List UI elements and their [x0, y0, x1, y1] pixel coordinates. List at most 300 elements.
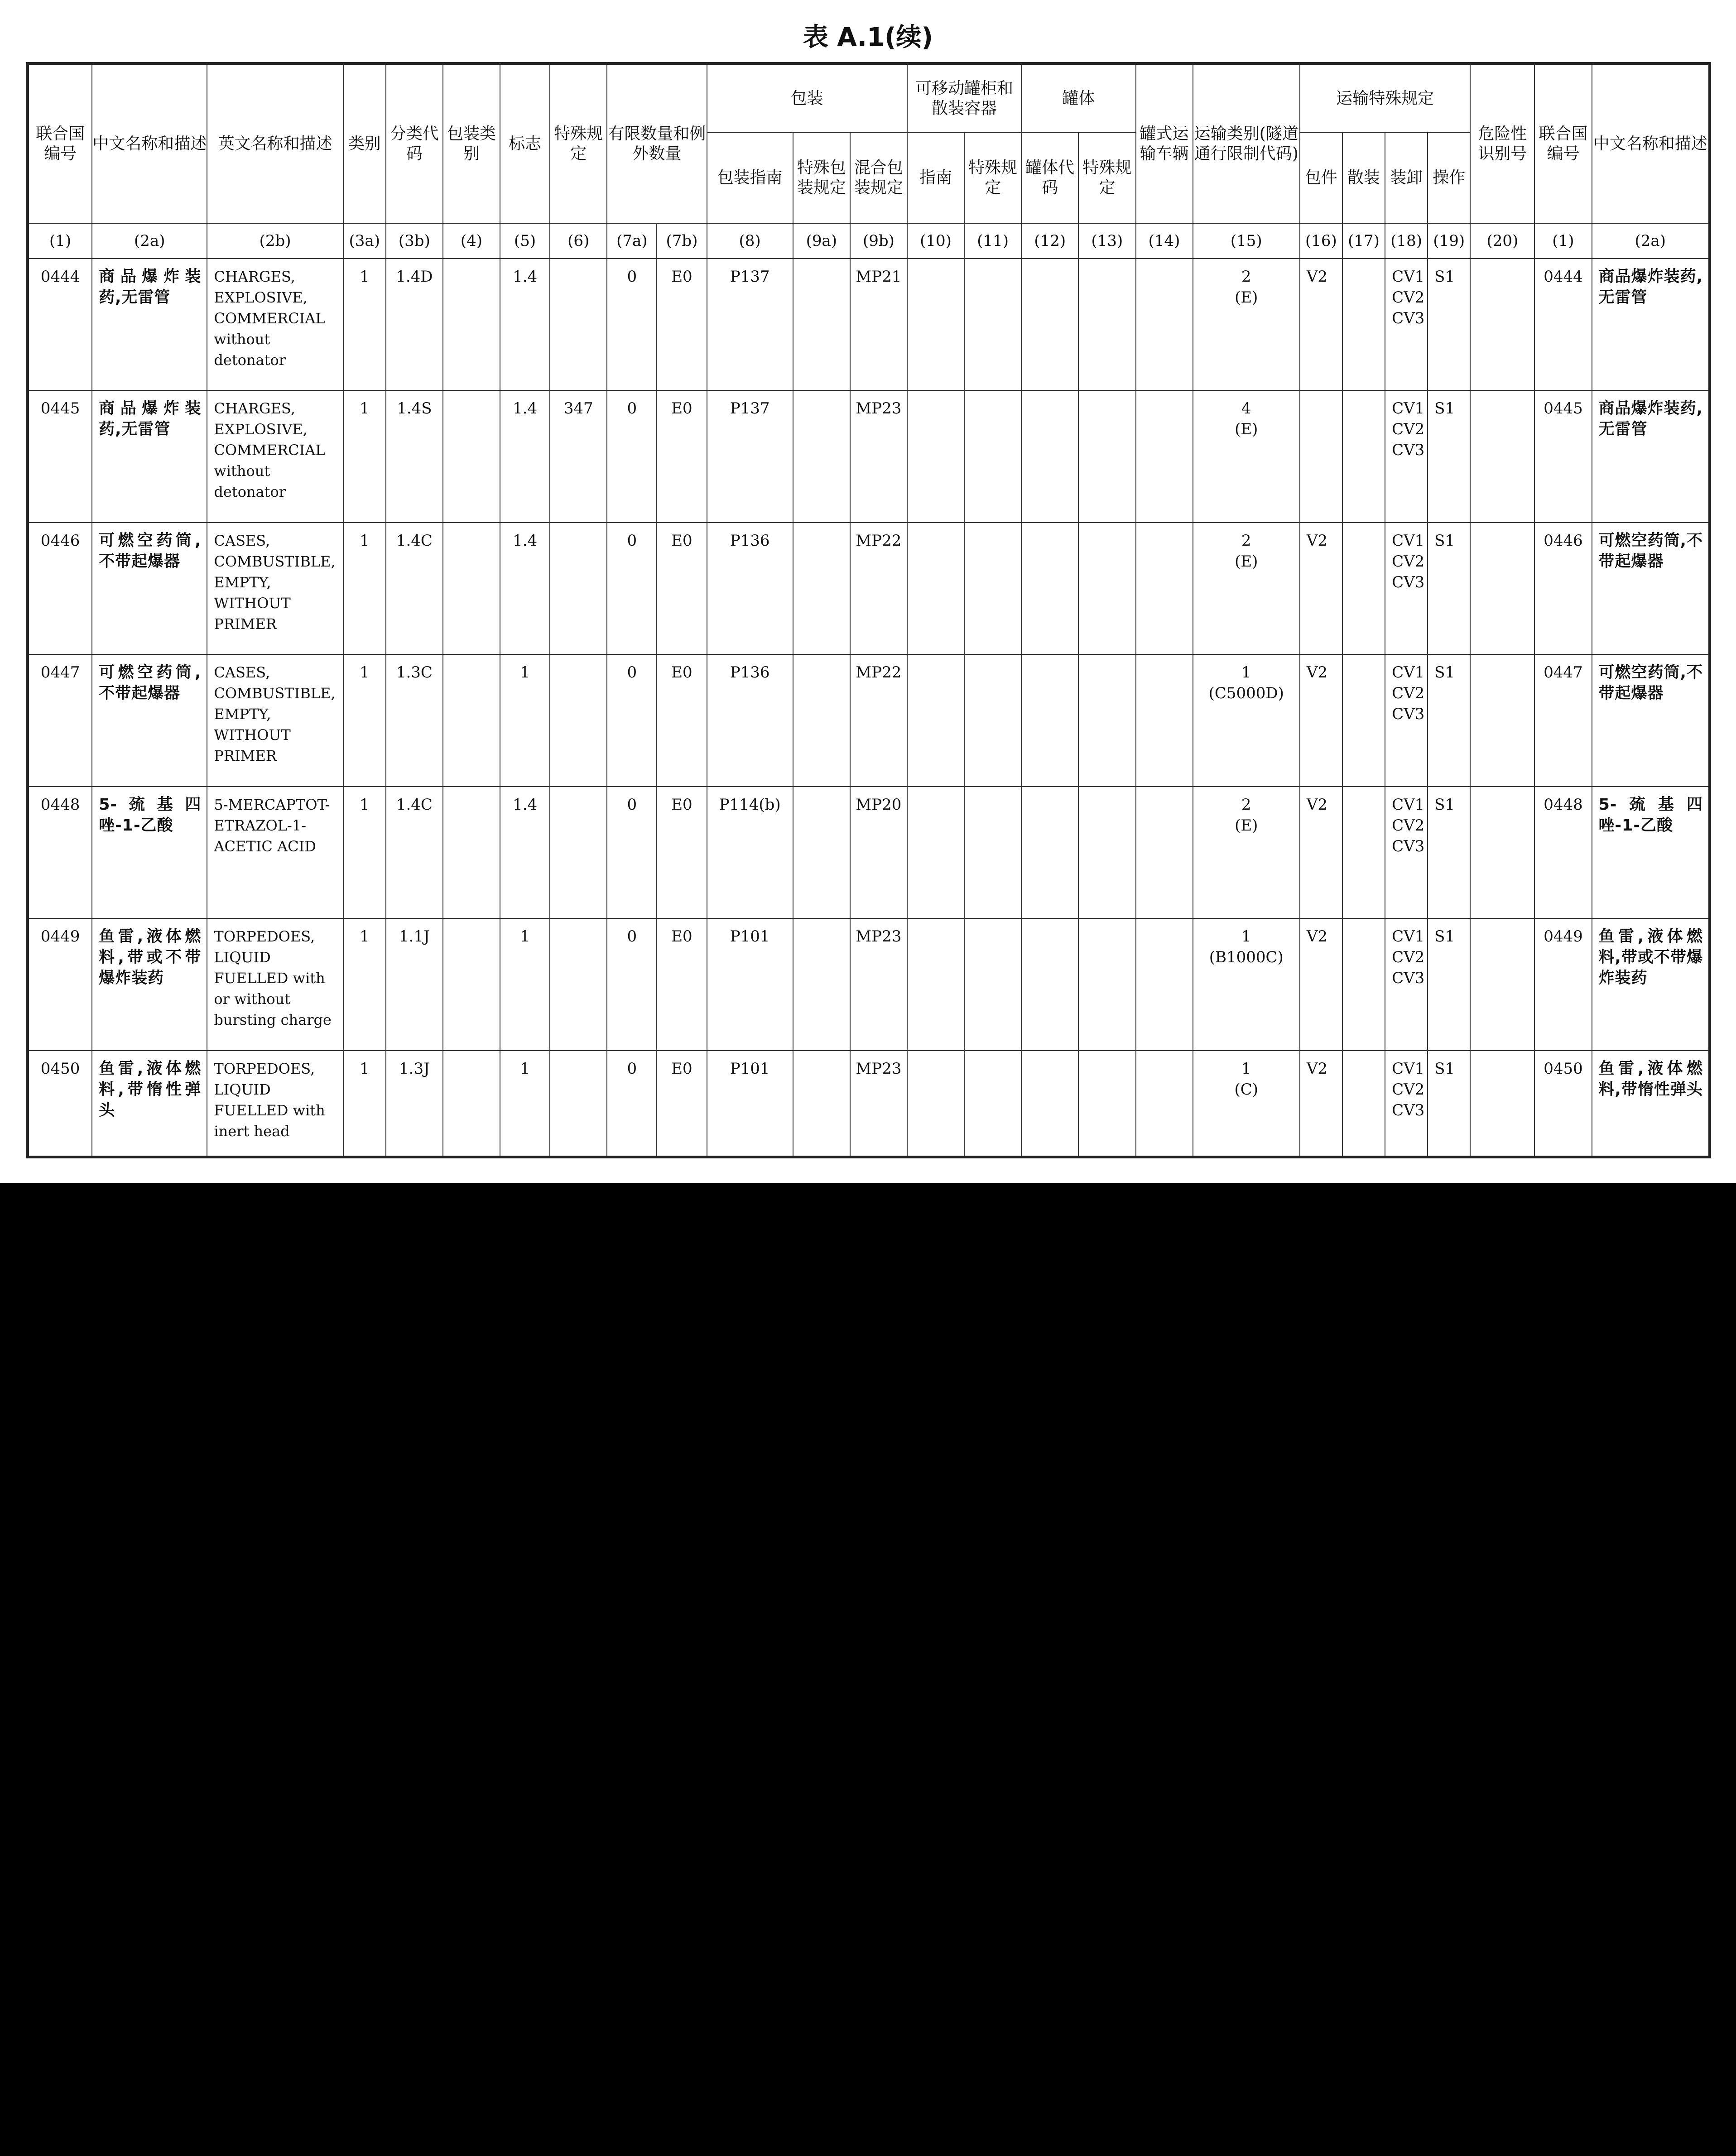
table-row	[28, 259, 1710, 390]
loading-cell-line: CV3	[1392, 309, 1425, 327]
header-loading: 装卸	[1385, 133, 1428, 223]
limited-quantity-cell: 0	[607, 1051, 657, 1157]
portable-tank-instruction-cell	[907, 918, 964, 1050]
transport-category-cell	[1193, 1051, 1300, 1157]
english-name-cell	[207, 259, 343, 390]
english-name-cell-line: or without	[214, 990, 290, 1008]
english-name-cell-line: EMPTY,	[214, 706, 271, 723]
english-name-cell-line: FUELLED with	[214, 1101, 325, 1119]
english-name-cell-line: COMBUSTIBLE,	[214, 685, 336, 702]
class-cell: 1	[343, 523, 386, 654]
class-cell: 1	[343, 259, 386, 390]
operation-cell: S1	[1428, 259, 1470, 390]
header-tank-special: 特殊规定	[1078, 133, 1135, 223]
transport-category-value: 1	[1241, 663, 1251, 682]
special-provisions-cell	[550, 918, 607, 1050]
loading-cell-line: CV1	[1392, 531, 1425, 550]
un-number-cell: 0450	[28, 1051, 92, 1157]
labels-cell: 1	[500, 918, 550, 1050]
class-cell: 1	[343, 390, 386, 522]
loading-cell-line: CV3	[1392, 573, 1425, 591]
english-name-cell	[207, 390, 343, 522]
english-name-cell-line: LIQUID	[214, 1080, 271, 1098]
chinese-name-cell: 商品爆炸装药,无雷管	[92, 259, 207, 390]
operation-cell: S1	[1428, 1051, 1470, 1157]
column-number: (3b)	[386, 223, 443, 259]
labels-cell: 1.4	[500, 787, 550, 918]
excepted-quantity-cell: E0	[657, 787, 707, 918]
column-number: (18)	[1385, 223, 1428, 259]
packing-instruction-cell: P101	[707, 1051, 793, 1157]
un-number-cell: 0446	[28, 523, 92, 654]
packages-cell: V2	[1300, 1051, 1342, 1157]
english-name-cell-line: bursting charge	[214, 1011, 332, 1029]
loading-cell-line: CV3	[1392, 837, 1425, 855]
excepted-quantity-cell: E0	[657, 1051, 707, 1157]
tank-code-cell	[1021, 259, 1078, 390]
english-name-cell	[207, 918, 343, 1050]
dangerous-goods-table	[26, 62, 1711, 1158]
tank-special-cell	[1078, 259, 1135, 390]
loading-cell	[1385, 787, 1428, 918]
tank-vehicle-cell	[1136, 1051, 1193, 1157]
operation-cell: S1	[1428, 787, 1470, 918]
header-group-packaging: 包装	[707, 63, 907, 133]
loading-cell-line: CV2	[1392, 420, 1425, 439]
tank-vehicle-cell	[1136, 654, 1193, 786]
portable-tank-instruction-cell	[907, 390, 964, 522]
operation-cell: S1	[1428, 523, 1470, 654]
excepted-quantity-cell: E0	[657, 259, 707, 390]
special-packing-cell	[793, 390, 850, 522]
chinese-name-repeat-cell: 商品爆炸装药,无雷管	[1592, 390, 1710, 522]
excepted-quantity-cell: E0	[657, 918, 707, 1050]
class-cell: 1	[343, 787, 386, 918]
column-number: (14)	[1136, 223, 1193, 259]
chinese-name-cell: 5-巯基四唑-1-乙酸	[92, 787, 207, 918]
hazard-id-cell	[1470, 918, 1534, 1050]
packing-group-cell	[443, 390, 500, 522]
loading-cell-line: CV2	[1392, 1080, 1425, 1099]
loading-cell	[1385, 259, 1428, 390]
special-provisions-cell	[550, 787, 607, 918]
limited-quantity-cell: 0	[607, 390, 657, 522]
header-portable-tank-special: 特殊规定	[964, 133, 1021, 223]
un-number-repeat-cell: 0445	[1534, 390, 1592, 522]
portable-tank-special-cell	[964, 787, 1021, 918]
tank-vehicle-cell	[1136, 787, 1193, 918]
loading-cell-line: CV1	[1392, 663, 1425, 682]
special-packing-cell	[793, 787, 850, 918]
transport-category-value: 2	[1241, 268, 1251, 286]
packing-group-cell	[443, 259, 500, 390]
packing-group-cell	[443, 654, 500, 786]
column-number: (4)	[443, 223, 500, 259]
header-hazard-id: 危险性识别号	[1470, 63, 1534, 223]
un-number-repeat-cell: 0450	[1534, 1051, 1592, 1157]
mixed-packing-cell: MP21	[850, 259, 907, 390]
english-name-cell	[207, 523, 343, 654]
tank-special-cell	[1078, 918, 1135, 1050]
column-number: (20)	[1470, 223, 1534, 259]
transport-category-cell	[1193, 523, 1300, 654]
column-number: (1)	[1534, 223, 1592, 259]
header-tank-vehicle: 罐式运输车辆	[1136, 63, 1193, 223]
table-body	[28, 259, 1710, 1157]
transport-category-cell	[1193, 390, 1300, 522]
packing-group-cell	[443, 1051, 500, 1157]
special-provisions-cell	[550, 1051, 607, 1157]
column-number: (9a)	[793, 223, 850, 259]
english-name-cell-line: inert head	[214, 1122, 290, 1140]
tank-code-cell	[1021, 390, 1078, 522]
column-number: (17)	[1342, 223, 1385, 259]
packages-cell: V2	[1300, 259, 1342, 390]
english-name-cell-line: COMMERCIAL	[214, 442, 325, 459]
header-un-number-repeat: 联合国编号	[1534, 63, 1592, 223]
special-provisions-cell	[550, 523, 607, 654]
tunnel-code-value: (B1000C)	[1209, 948, 1284, 967]
header-transport-category: 运输类别(隧道通行限制代码)	[1193, 63, 1300, 223]
packing-instruction-cell: P137	[707, 259, 793, 390]
header-special-provisions: 特殊规定	[550, 63, 607, 223]
classification-code-cell: 1.3J	[386, 1051, 443, 1157]
column-number: (12)	[1021, 223, 1078, 259]
header-bulk: 散装	[1342, 133, 1385, 223]
header-special-packing: 特殊包装规定	[793, 133, 850, 223]
tank-special-cell	[1078, 654, 1135, 786]
column-number: (7b)	[657, 223, 707, 259]
tank-code-cell	[1021, 523, 1078, 654]
chinese-name-repeat-cell: 可燃空药筒,不带起爆器	[1592, 654, 1710, 786]
loading-cell	[1385, 523, 1428, 654]
classification-code-cell: 1.4D	[386, 259, 443, 390]
column-number-row	[28, 223, 1710, 259]
mixed-packing-cell: MP23	[850, 1051, 907, 1157]
table-row	[28, 390, 1710, 522]
table-row	[28, 787, 1710, 918]
tunnel-code-value: (E)	[1235, 420, 1258, 439]
packing-instruction-cell: P136	[707, 523, 793, 654]
chinese-name-cell: 鱼雷,液体燃料,带或不带爆炸装药	[92, 918, 207, 1050]
column-number: (7a)	[607, 223, 657, 259]
special-packing-cell	[793, 654, 850, 786]
header-packing-group: 包装类别	[443, 63, 500, 223]
mixed-packing-cell: MP22	[850, 654, 907, 786]
operation-cell: S1	[1428, 918, 1470, 1050]
tank-vehicle-cell	[1136, 259, 1193, 390]
header-packing-instructions: 包装指南	[707, 133, 793, 223]
packing-instruction-cell: P114(b)	[707, 787, 793, 918]
chinese-name-cell: 商品爆炸装药,无雷管	[92, 390, 207, 522]
transport-category-cell	[1193, 654, 1300, 786]
limited-quantity-cell: 0	[607, 523, 657, 654]
portable-tank-special-cell	[964, 654, 1021, 786]
column-number: (15)	[1193, 223, 1300, 259]
transport-category-value: 4	[1241, 399, 1251, 418]
classification-code-cell: 1.4C	[386, 523, 443, 654]
column-number: (13)	[1078, 223, 1135, 259]
mixed-packing-cell: MP23	[850, 390, 907, 522]
english-name-cell	[207, 654, 343, 786]
loading-cell-line: CV2	[1392, 948, 1425, 967]
english-name-cell-line: LIQUID	[214, 949, 271, 966]
loading-cell-line: CV3	[1392, 969, 1425, 988]
english-name-cell-line: COMBUSTIBLE,	[214, 552, 336, 570]
classification-code-cell: 1.1J	[386, 918, 443, 1050]
packages-cell: V2	[1300, 787, 1342, 918]
class-cell: 1	[343, 918, 386, 1050]
portable-tank-instruction-cell	[907, 654, 964, 786]
packing-instruction-cell: P136	[707, 654, 793, 786]
column-number: (8)	[707, 223, 793, 259]
un-number-cell: 0445	[28, 390, 92, 522]
transport-category-value: 2	[1241, 531, 1251, 550]
excepted-quantity-cell: E0	[657, 654, 707, 786]
limited-quantity-cell: 0	[607, 654, 657, 786]
portable-tank-special-cell	[964, 259, 1021, 390]
header-chinese-name: 中文名称和描述	[92, 63, 207, 223]
tank-vehicle-cell	[1136, 918, 1193, 1050]
portable-tank-special-cell	[964, 918, 1021, 1050]
tank-special-cell	[1078, 523, 1135, 654]
column-number: (19)	[1428, 223, 1470, 259]
header-classification-code: 分类代码	[386, 63, 443, 223]
bulk-cell	[1342, 654, 1385, 786]
excepted-quantity-cell: E0	[657, 390, 707, 522]
column-number: (2a)	[1592, 223, 1710, 259]
tank-vehicle-cell	[1136, 390, 1193, 522]
column-number: (3a)	[343, 223, 386, 259]
special-packing-cell	[793, 1051, 850, 1157]
header-portable-tank-instructions: 指南	[907, 133, 964, 223]
packages-cell: V2	[1300, 523, 1342, 654]
header-un-number: 联合国编号	[28, 63, 92, 223]
tank-special-cell	[1078, 787, 1135, 918]
english-name-cell-line: 5-MERCAPTOT-	[214, 796, 330, 813]
labels-cell: 1.4	[500, 523, 550, 654]
loading-cell	[1385, 654, 1428, 786]
tunnel-code-value: (C5000D)	[1208, 684, 1284, 703]
portable-tank-special-cell	[964, 390, 1021, 522]
packing-group-cell	[443, 787, 500, 918]
header-class: 类别	[343, 63, 386, 223]
tank-code-cell	[1021, 1051, 1078, 1157]
bulk-cell	[1342, 259, 1385, 390]
loading-cell-line: CV1	[1392, 795, 1425, 814]
classification-code-cell: 1.4S	[386, 390, 443, 522]
special-provisions-cell	[550, 654, 607, 786]
mixed-packing-cell: MP23	[850, 918, 907, 1050]
english-name-cell-line: EMPTY,	[214, 573, 271, 591]
labels-cell: 1.4	[500, 259, 550, 390]
classification-code-cell: 1.3C	[386, 654, 443, 786]
table-row	[28, 918, 1710, 1050]
chinese-name-cell: 可燃空药筒,不带起爆器	[92, 523, 207, 654]
loading-cell	[1385, 1051, 1428, 1157]
column-number: (16)	[1300, 223, 1342, 259]
special-packing-cell	[793, 918, 850, 1050]
header-packages: 包件	[1300, 133, 1342, 223]
excepted-quantity-cell: E0	[657, 523, 707, 654]
hazard-id-cell	[1470, 259, 1534, 390]
packing-group-cell	[443, 523, 500, 654]
portable-tank-special-cell	[964, 523, 1021, 654]
classification-code-cell: 1.4C	[386, 787, 443, 918]
loading-cell-line: CV1	[1392, 1059, 1425, 1078]
tank-special-cell	[1078, 1051, 1135, 1157]
english-name-cell-line: TORPEDOES,	[214, 1060, 315, 1077]
labels-cell: 1	[500, 654, 550, 786]
loading-cell-line: CV2	[1392, 552, 1425, 571]
loading-cell-line: CV1	[1392, 268, 1425, 286]
english-name-cell-line: CASES,	[214, 532, 270, 549]
mixed-packing-cell: MP20	[850, 787, 907, 918]
packages-cell	[1300, 390, 1342, 522]
column-number: (11)	[964, 223, 1021, 259]
english-name-cell-line: EXPLOSIVE,	[214, 421, 308, 438]
packing-instruction-cell: P137	[707, 390, 793, 522]
column-number: (10)	[907, 223, 964, 259]
column-number: (9b)	[850, 223, 907, 259]
bulk-cell	[1342, 918, 1385, 1050]
loading-cell-line: CV2	[1392, 288, 1425, 307]
tunnel-code-value: (E)	[1235, 816, 1258, 835]
transport-category-cell	[1193, 787, 1300, 918]
english-name-cell-line: WITHOUT	[214, 594, 291, 612]
operation-cell: S1	[1428, 390, 1470, 522]
table-row	[28, 1051, 1710, 1157]
packing-instruction-cell: P101	[707, 918, 793, 1050]
column-number: (6)	[550, 223, 607, 259]
bulk-cell	[1342, 523, 1385, 654]
english-name-cell-line: ACETIC ACID	[214, 837, 316, 855]
tunnel-code-value: (C)	[1234, 1080, 1259, 1099]
english-name-cell-line: without	[214, 462, 270, 480]
loading-cell	[1385, 390, 1428, 522]
un-number-repeat-cell: 0447	[1534, 654, 1592, 786]
portable-tank-instruction-cell	[907, 259, 964, 390]
english-name-cell-line: PRIMER	[214, 615, 277, 633]
english-name-cell-line: WITHOUT	[214, 726, 291, 744]
chinese-name-repeat-cell: 商品爆炸装药,无雷管	[1592, 259, 1710, 390]
header-group-portable-tanks: 可移动罐柜和散装容器	[907, 63, 1021, 133]
header-mixed-packing: 混合包装规定	[850, 133, 907, 223]
limited-quantity-cell: 0	[607, 259, 657, 390]
table-title: 表 A.1(续)	[803, 23, 933, 52]
special-provisions-cell	[550, 259, 607, 390]
transport-category-value: 1	[1241, 1059, 1251, 1078]
loading-cell-line: CV2	[1392, 684, 1425, 703]
tank-vehicle-cell	[1136, 523, 1193, 654]
limited-quantity-cell: 0	[607, 918, 657, 1050]
loading-cell-line: CV3	[1392, 705, 1425, 724]
english-name-cell-line: without	[214, 331, 270, 348]
un-number-cell: 0448	[28, 787, 92, 918]
loading-cell-line: CV3	[1392, 1101, 1425, 1119]
tank-code-cell	[1021, 918, 1078, 1050]
transport-category-cell	[1193, 259, 1300, 390]
chinese-name-repeat-cell: 鱼雷,液体燃料,带惰性弹头	[1592, 1051, 1710, 1157]
table-row	[28, 523, 1710, 654]
un-number-repeat-cell: 0448	[1534, 787, 1592, 918]
header-chinese-name-repeat: 中文名称和描述	[1592, 63, 1710, 223]
portable-tank-instruction-cell	[907, 1051, 964, 1157]
transport-category-value: 2	[1241, 795, 1251, 814]
special-provisions-cell: 347	[550, 390, 607, 522]
hazard-id-cell	[1470, 787, 1534, 918]
tunnel-code-value: (E)	[1235, 288, 1258, 307]
transport-category-value: 1	[1241, 927, 1251, 946]
header-group-tanks: 罐体	[1021, 63, 1135, 133]
column-number: (2a)	[92, 223, 207, 259]
chinese-name-repeat-cell: 鱼雷,液体燃料,带或不带爆炸装药	[1592, 918, 1710, 1050]
tunnel-code-value: (E)	[1235, 552, 1258, 571]
english-name-cell-line: detonator	[214, 483, 286, 501]
mixed-packing-cell: MP22	[850, 523, 907, 654]
header-operation: 操作	[1428, 133, 1470, 223]
loading-cell-line: CV2	[1392, 816, 1425, 835]
english-name-cell	[207, 1051, 343, 1157]
loading-cell	[1385, 918, 1428, 1050]
labels-cell: 1.4	[500, 390, 550, 522]
packing-group-cell	[443, 918, 500, 1050]
bulk-cell	[1342, 390, 1385, 522]
bulk-cell	[1342, 1051, 1385, 1157]
english-name-cell	[207, 787, 343, 918]
class-cell: 1	[343, 1051, 386, 1157]
chinese-name-repeat-cell: 5-巯基四唑-1-乙酸	[1592, 787, 1710, 918]
loading-cell-line: CV3	[1392, 441, 1425, 460]
table-row	[28, 654, 1710, 786]
special-packing-cell	[793, 259, 850, 390]
loading-cell-line: CV1	[1392, 927, 1425, 946]
un-number-cell: 0444	[28, 259, 92, 390]
english-name-cell-line: FUELLED with	[214, 970, 325, 987]
english-name-cell-line: CASES,	[214, 664, 270, 682]
header-limited-quantities: 有限数量和例外数量	[607, 63, 707, 223]
hazard-id-cell	[1470, 523, 1534, 654]
english-name-cell-line: ETRAZOL-1-	[214, 816, 307, 834]
column-number: (1)	[28, 223, 92, 259]
header-group-special-provisions: 运输特殊规定	[1300, 63, 1470, 133]
packages-cell: V2	[1300, 918, 1342, 1050]
portable-tank-special-cell	[964, 1051, 1021, 1157]
english-name-cell-line: TORPEDOES,	[214, 928, 315, 946]
tank-special-cell	[1078, 390, 1135, 522]
header-tank-code: 罐体代码	[1021, 133, 1078, 223]
column-number: (5)	[500, 223, 550, 259]
packages-cell: V2	[1300, 654, 1342, 786]
hazard-id-cell	[1470, 390, 1534, 522]
tank-code-cell	[1021, 787, 1078, 918]
transport-category-cell	[1193, 918, 1300, 1050]
un-number-repeat-cell: 0446	[1534, 523, 1592, 654]
special-packing-cell	[793, 523, 850, 654]
chinese-name-cell: 鱼雷,液体燃料,带惰性弹头	[92, 1051, 207, 1157]
english-name-cell-line: detonator	[214, 351, 286, 369]
chinese-name-repeat-cell: 可燃空药筒,不带起爆器	[1592, 523, 1710, 654]
tank-code-cell	[1021, 654, 1078, 786]
hazard-id-cell	[1470, 654, 1534, 786]
bulk-cell	[1342, 787, 1385, 918]
un-number-repeat-cell: 0449	[1534, 918, 1592, 1050]
labels-cell: 1	[500, 1051, 550, 1157]
header-english-name: 英文名称和描述	[207, 63, 343, 223]
english-name-cell-line: COMMERCIAL	[214, 310, 325, 327]
english-name-cell-line: EXPLOSIVE,	[214, 289, 308, 306]
chinese-name-cell: 可燃空药筒,不带起爆器	[92, 654, 207, 786]
